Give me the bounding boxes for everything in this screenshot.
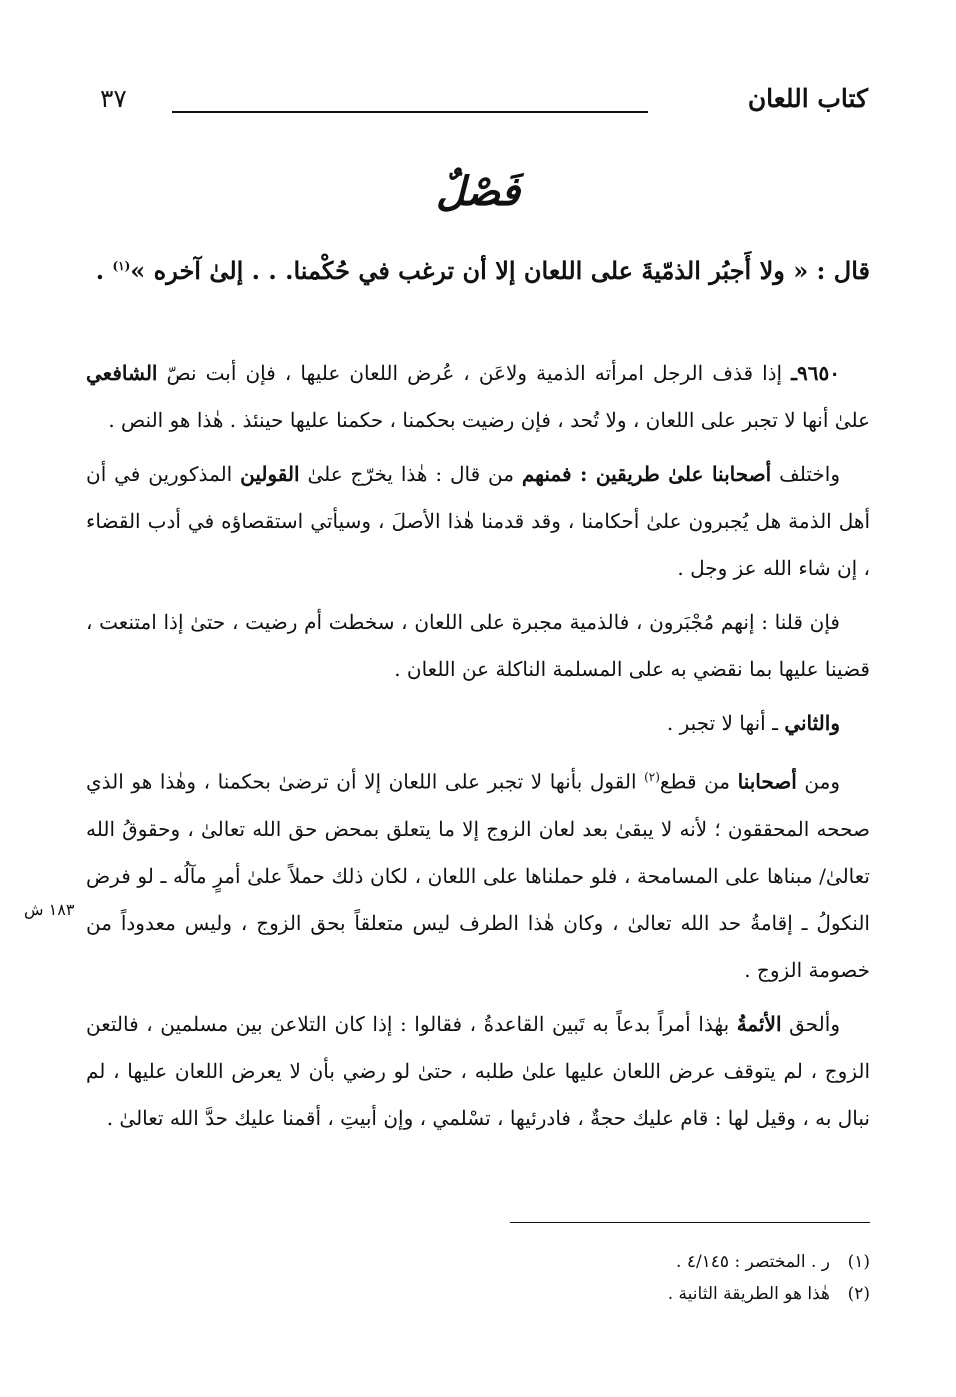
text-run: من قطع xyxy=(659,769,738,794)
footnote-ref-2[interactable]: (٢) xyxy=(644,770,660,784)
text-run: ومن xyxy=(796,769,841,794)
text-run: فإن قلنا : إنهم مُجْبَرون ، فالذمية مجبرة على اللعان ، سخطت أم رضيت ، حتىٰ إذا امتنعت ، قضينا عليها بما نقضي به على المسلمة الناكلة عن اللعان . xyxy=(86,610,870,681)
margin-note: ١٨٣ ش xyxy=(24,900,75,919)
footnote-text: ر . المختصر : ٤/١٤٥ . xyxy=(676,1252,830,1272)
footnote-number: (٢) xyxy=(847,1284,870,1304)
paragraph xyxy=(86,451,870,592)
body-text xyxy=(86,350,870,1149)
text-run: واختلف xyxy=(771,462,841,486)
footnote-text: هٰذا هو الطريقة الثانية . xyxy=(667,1284,830,1304)
footnote xyxy=(270,1278,870,1310)
footnote-ref-1[interactable]: (١) xyxy=(112,259,131,273)
bold-run: الشافعي xyxy=(86,361,158,385)
footnote-rule xyxy=(510,1222,870,1223)
paragraph xyxy=(86,1001,870,1142)
paragraph-number: ٩٦٥٠ـ xyxy=(791,361,840,385)
text-run: المذكورين في أن أهل الذمة هل يُجبرون علىٰ أحكامنا ، وقد قدمنا هٰذا الأصلَ ، وسيأتي استقصاؤه في أدب القضاء ، إن شاء الله عز وجل . xyxy=(86,462,870,580)
bold-run: أصحابنا علىٰ طريقين : فمنهم xyxy=(521,462,772,486)
section-title: فَصْلٌ xyxy=(435,168,521,215)
paragraph xyxy=(86,700,870,747)
book-title: كتاب اللعان xyxy=(747,84,868,113)
header-rule xyxy=(172,111,648,113)
text-run: إذا قذف الرجل امرأته الذمية ولاعَن ، عُرض اللعان عليها ، فإن أبت نصّ xyxy=(157,361,792,385)
text-run: من قال : هٰذا يخرّج علىٰ xyxy=(299,462,522,486)
footnotes xyxy=(270,1246,870,1310)
paragraph-9650 xyxy=(86,350,870,444)
text-run: وألحق xyxy=(781,1011,840,1036)
running-header xyxy=(100,84,868,124)
section-heading xyxy=(0,168,956,215)
page-number: ٣٧ xyxy=(100,84,127,113)
bold-run: القولين xyxy=(240,462,300,486)
paragraph xyxy=(86,754,870,994)
paragraph xyxy=(86,599,870,693)
bold-run: أصحابنا xyxy=(737,769,797,794)
footnote xyxy=(270,1246,870,1278)
text-run: علىٰ أنها لا تجبر على اللعان ، ولا تُحد ، فإن رضيت بحكمنا ، حكمنا عليها حينئذ . هٰذا هو النص . xyxy=(108,408,870,432)
quoted-statement xyxy=(86,240,870,297)
quote-end: . xyxy=(95,256,113,285)
text-run: بهٰذا أمراً بدعاً به تَبين القاعدةُ ، فقالوا : إذا كان التلاعن بين مسلمين ، فالتعن الزوج ، لم يتوقف عرض اللعان عليها علىٰ طلبه ، حتىٰ لو رضي بأن لا يعرض اللعان عليها ، لم نبال به ، وقيل لها : قام عليك حجةٌ ، فادرئيها ، تسْلمي ، وإن أبيتِ ، أقمنا عليك حدَّ الله تعالىٰ . xyxy=(86,1011,871,1130)
bold-run: والثاني xyxy=(784,711,840,735)
text-run: القول بأنها لا تجبر على اللعان إلا أن ترضىٰ بحكمنا ، وهٰذا هو الذي صححه المحققون ؛ لأنه لا يبقىٰ بعد لعان الزوج إلا ما يتعلق بمحض حق الله تعالىٰ ، وحقوقُ الله تعالىٰ/ مبناها على المسامحة ، فلو حملناها على اللعان ، لكان ذلك حملاً علىٰ أمرٍ مآلُه ـ لو فرض النكولُ ـ إقامةُ حد الله تعالىٰ ، وكان هٰذا الطرف ليس متعلقاً بحق الزوج ، وليس معدوداً من خصومة الزوج . xyxy=(86,769,870,982)
bold-run: الأئمةُ xyxy=(736,1011,782,1036)
footnote-number: (١) xyxy=(847,1252,870,1272)
quote-text: قال : « ولا أَجبُر الذمّيةَ على اللعان إلا أن ترغب في حُكْمنا. . . إلىٰ آخره » xyxy=(130,256,870,285)
text-run: ـ أنها لا تجبر . xyxy=(666,711,785,735)
